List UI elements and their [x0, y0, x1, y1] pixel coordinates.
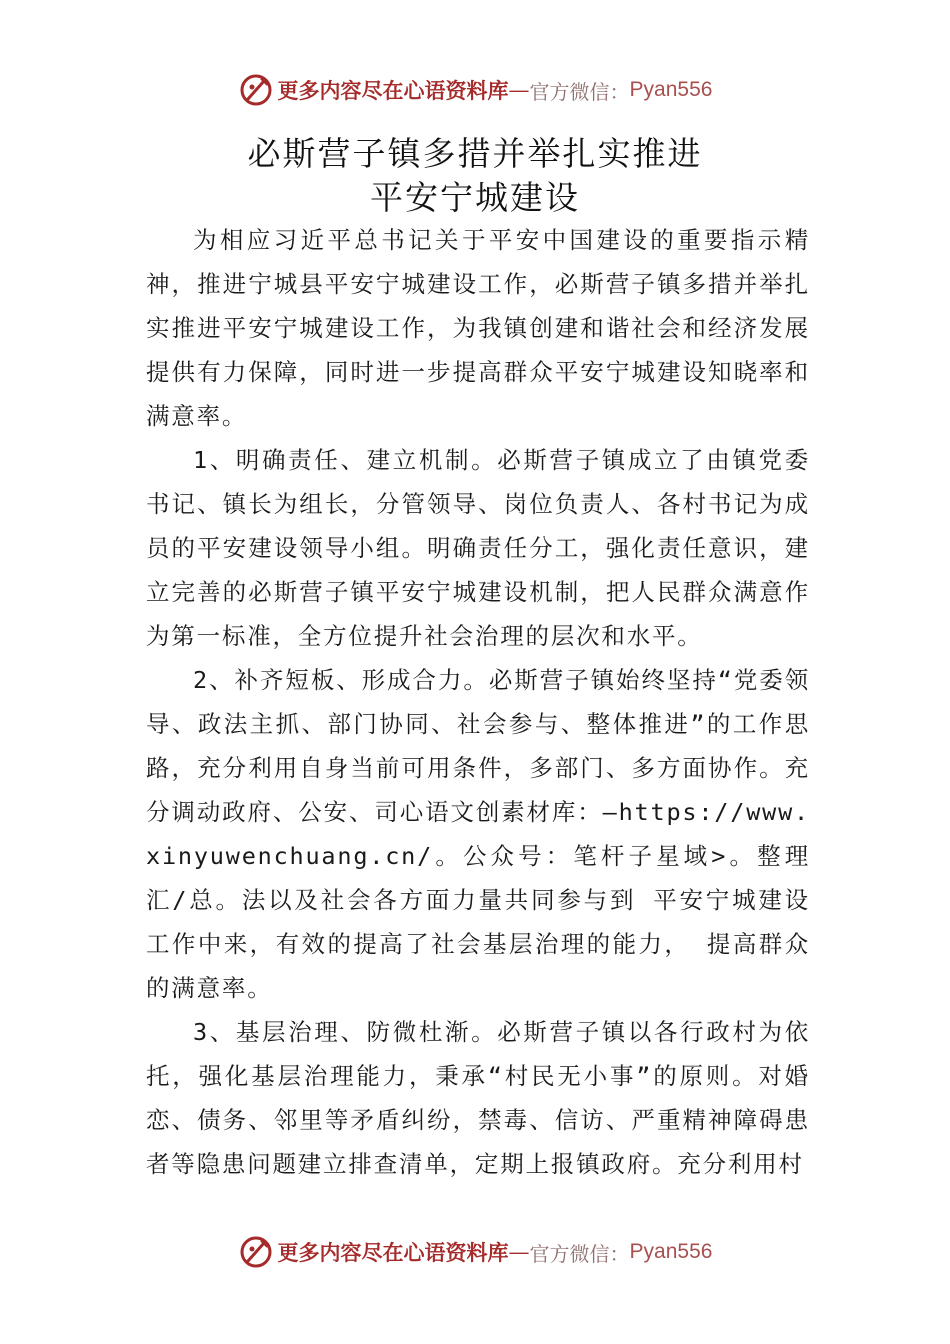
watermark-label: 官方微信：: [529, 79, 630, 104]
paragraph-1: 1、明确责任、建立机制。必斯营子镇成立了由镇党委书记、镇长为组长，分管领导、岗位负责人、各村书记为成员的平安建设领导小组。明确责任分工，强化责任意识，建立完善的必斯营子镇平安宁城建设机制，把人民群众满意作为第一标准，全方位提升社会治理的层次和水平。: [146, 446, 810, 650]
watermark-account: Pyan556: [629, 78, 713, 101]
watermark-header: [0, 70, 950, 110]
paragraph-intro: 为相应习近平总书记关于平安中国建设的重要指示精神，推进宁城县平安宁城建设工作，必斯营子镇多措并举扎实推进平安宁城建设工作，为我镇创建和谐社会和经济发展提供有力保障，同时进一步提高群众平安宁城建设知晓率和满意率。: [146, 226, 810, 430]
document-body: [146, 218, 810, 1186]
watermark-label: 官方微信：: [529, 1241, 630, 1266]
document-title-line1: 必斯营子镇多措并举扎实推进: [247, 134, 703, 173]
watermark-footer: [0, 1232, 950, 1272]
paragraph-2: 2、补齐短板、形成合力。必斯营子镇始终坚持“党委领导、政法主抓、部门协同、社会参与、整体推进”的工作思路，充分利用自身当前可用条件，多部门、多方面协作。充分调动政府、公安、司心语文创素材库：—https://www.xinyuwenchuang.cn/。公众号：笔杆子星域>。整理汇/总。法以及社会各方面力量共同参与到 平安宁城建设工作中来，有效的提高了社会基层治理的能力， 提高群众的满意率。: [146, 666, 810, 1002]
pen-circle-logo-icon: [238, 72, 274, 108]
pen-circle-logo-icon: [238, 1234, 274, 1270]
watermark-brand: 更多内容尽在心语资料库: [277, 1240, 509, 1265]
watermark-dash: —: [508, 1240, 530, 1264]
document-title-line2: 平安宁城建设: [370, 178, 580, 217]
paragraph-3: 3、基层治理、防微杜渐。必斯营子镇以各行政村为依托，强化基层治理能力，秉承“村民无小事”的原则。对婚恋、债务、邻里等矛盾纠纷，禁毒、信访、严重精神障碍患者等隐患问题建立排查清单，定期上报镇政府。充分利用村: [146, 1018, 810, 1178]
watermark-account: Pyan556: [629, 1240, 713, 1263]
watermark-brand: 更多内容尽在心语资料库: [277, 78, 509, 103]
watermark-dash: —: [508, 78, 530, 102]
